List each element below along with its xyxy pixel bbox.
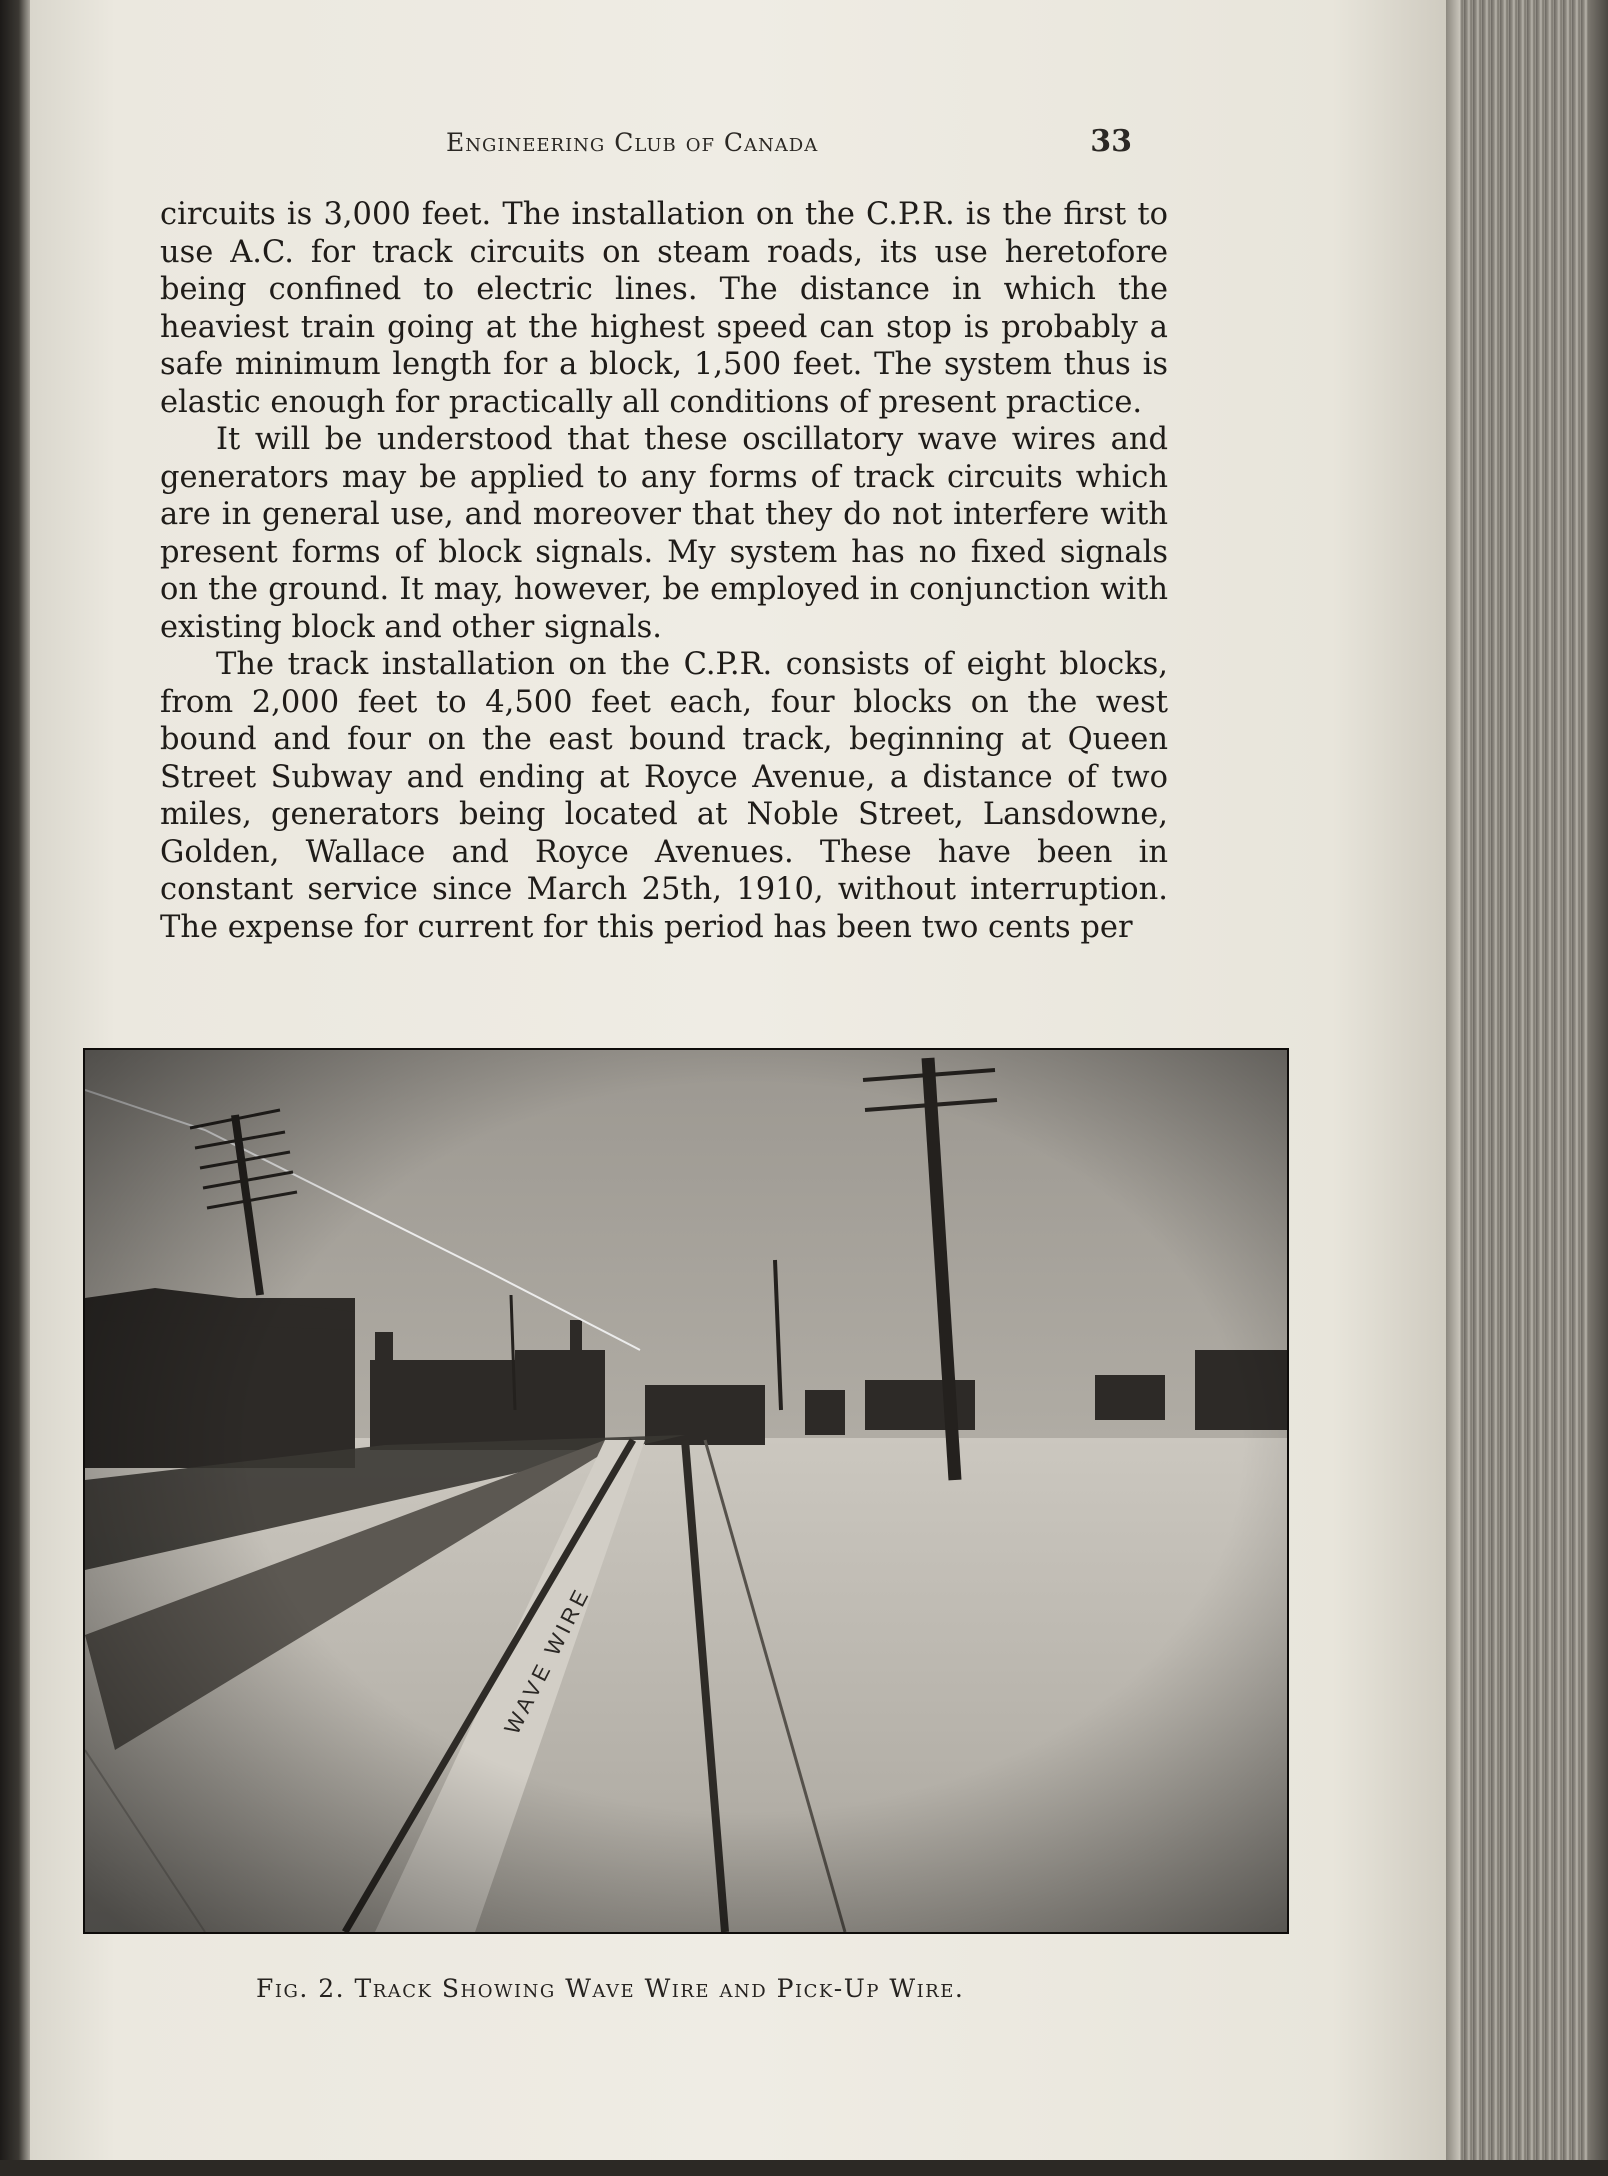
running-head (160, 124, 1168, 168)
book-gutter (0, 0, 34, 2176)
track-photo (83, 1048, 1289, 1934)
paragraph: It will be understood that these oscillatory wave wires and generators may be applied to any forms of track circuits which are in general use, and moreover that they do not interfere with present forms of block signals. My system has no fixed signals on the ground. It may, however, be employed in conjunction with existing block and other signals. (160, 422, 1168, 645)
body-text (160, 196, 1168, 946)
page-edges (1446, 0, 1608, 2176)
page-number: 33 (1090, 124, 1132, 159)
paragraph: The track installation on the C.P.R. consists of eight blocks, from 2,000 feet to 4,500 feet each, four blocks on the west bound and four on the east bound track, beginning at Queen Street Subway and ending at Royce Avenue, a distance of two miles, generators being located at Noble Street, Lansdowne, Golden, Wallace and Royce Avenues. These have been in constant service since March 25th, 1910, without interruption. The expense for current for this period has been two cents per (160, 647, 1168, 945)
track-photo-drawing (85, 1050, 1287, 1932)
running-title: Engineering Club of Canada (446, 128, 819, 157)
scan-border (0, 2160, 1608, 2176)
figure-caption: Fig. 2. Track Showing Wave Wire and Pick-Up Wire. (256, 1974, 965, 2003)
paragraph: circuits is 3,000 feet. The installation on the C.P.R. is the first to use A.C. for track circuits on steam roads, its use heretofore being confined to electric lines. The distance in which the heaviest train going at the highest speed can stop is probably a safe minimum length for a block, 1,500 feet. The system thus is elastic enough for practically all conditions of present practice. (160, 197, 1168, 420)
